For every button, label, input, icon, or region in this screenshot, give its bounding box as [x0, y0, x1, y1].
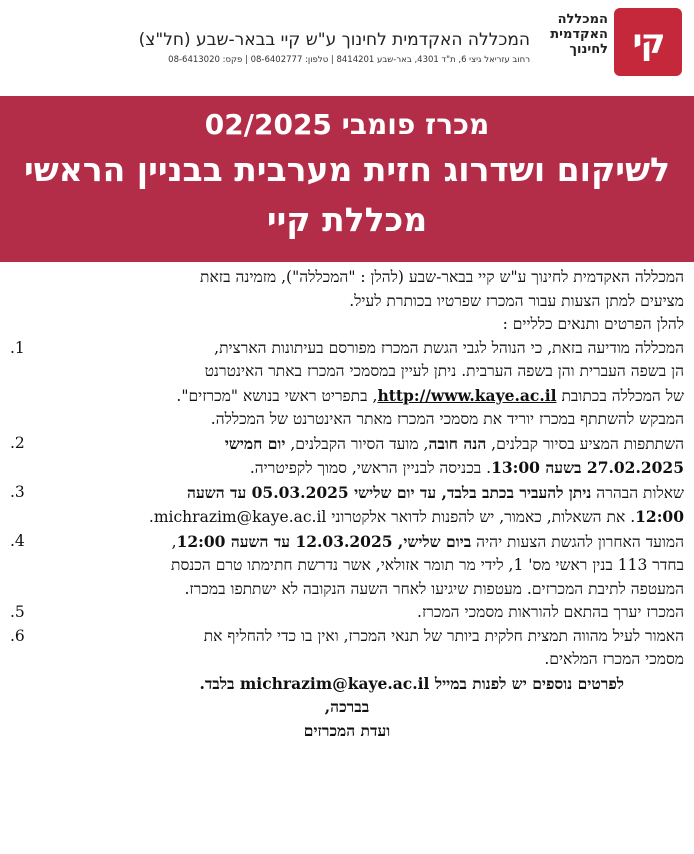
contact-note: לפרטים נוספים יש לפנות במייל michrazim@kaye.ac.il בלבד.	[199, 673, 624, 693]
item-number: .3	[10, 482, 25, 501]
tender-number-title: מכרז פומבי 02/2025	[204, 108, 490, 141]
list-item-5: .5 המכרז יערך בהתאם להוראות מסמכי המכרז.	[10, 601, 684, 625]
college-title: מכללת קיי	[266, 200, 428, 239]
logo-word-2: האקדמית	[550, 27, 608, 42]
logo-word-1: המכללה	[557, 12, 608, 27]
website-link[interactable]: http://www.kaye.ac.il	[377, 385, 557, 405]
list-item-6: .6 האמור לעיל מהווה תמצית חלקית ביותר של תנאי המכרז, ואין בו כדי להחליף את מסמכי המכרז המלאים.	[10, 626, 684, 668]
tender-subject-title: לשיקום ושדרוג חזית מערבית בבניין הראשי	[24, 150, 670, 189]
greeting: בברכה,	[324, 697, 370, 716]
item-number: .1	[10, 338, 25, 357]
logo-mark: קי	[632, 22, 664, 62]
organization-name: המכללה האקדמית לחינוך ע"ש קיי בבאר-שבע (חל"צ)	[138, 30, 530, 50]
item-number: .4	[10, 531, 25, 550]
intro-paragraph: המכללה האקדמית לחינוך ע"ש קיי בבאר-שבע (להלן : "המכללה"), מזמינה בזאת מציעים למתן הצעות עבור המכרז שפרטיו בכותרת לעיל. להלן הפרטים ותנאים כלליים :	[200, 268, 684, 333]
title-banner	[0, 96, 694, 262]
signature: ועדת המכרזים	[303, 720, 391, 740]
logo-word-3: לחינוך	[569, 42, 608, 57]
item-number: .2	[10, 433, 25, 452]
organization-address: רחוב עזריאל גיצי 6, ת"ד 4301, באר-שבע 8414201 | טלפון: 08-6402777 | פקס: 08-6413020	[168, 55, 530, 65]
letterhead	[0, 0, 694, 96]
list-item-4: .4 המועד האחרון להגשת הצעות יהיה ביום שלישי, 12.03.2025 עד השעה 12:00, בחדר 113 בנין ראשי מס' 1, לידי מר תומר אזולאי, אשר נדרשת חתימתו טרם הכנסת המעטפה לתיבת המכרזים. מעטפות שיגיעו לאחר השעה הנקובה לא ישתתפו במכרז.	[10, 531, 684, 598]
item-number: .6	[10, 626, 25, 645]
email-address[interactable]: michrazim@kaye.ac.il	[153, 508, 327, 526]
item-number: .5	[10, 603, 25, 621]
notice-body	[10, 266, 684, 742]
footer-email[interactable]: michrazim@kaye.ac.il	[239, 673, 430, 693]
list-item-1: .1 המכללה מודיעה בזאת, כי הנוהל לגבי הגשת המכרז מפורסם בעיתונות הארצית, הן בשפה העברית והן בשפה הערבית. ניתן לעיין במסמכי המכרז באתר האינטרנט של המכללה בכתובת http://www.kaye.ac.il, בתפריט ראשי בנושא "מכרזים". המבקש להשתתף במכרז יוריד את מסמכי המכרז מאתר האינטרנט של המכללה.	[10, 338, 684, 428]
college-logo	[614, 8, 682, 76]
list-item-3: .3 שאלות הבהרה ניתן להעביר בכתב בלבד, עד יום שלישי 05.03.2025 עד השעה 12:00. את השאלות, כאמור, יש להפנות לדואר אלקטרוני michrazim@kaye.ac.il.	[10, 482, 684, 526]
logo-wordmark	[538, 12, 608, 57]
list-item-2: .2 השתתפות המציע בסיור קבלנים, הנה חובה, מועד הסיור הקבלנים, יום חמישי 27.02.2025 בשעה 13:00. בכניסה לבניין הראשי, סמוך לקפיטריה.	[10, 433, 684, 477]
